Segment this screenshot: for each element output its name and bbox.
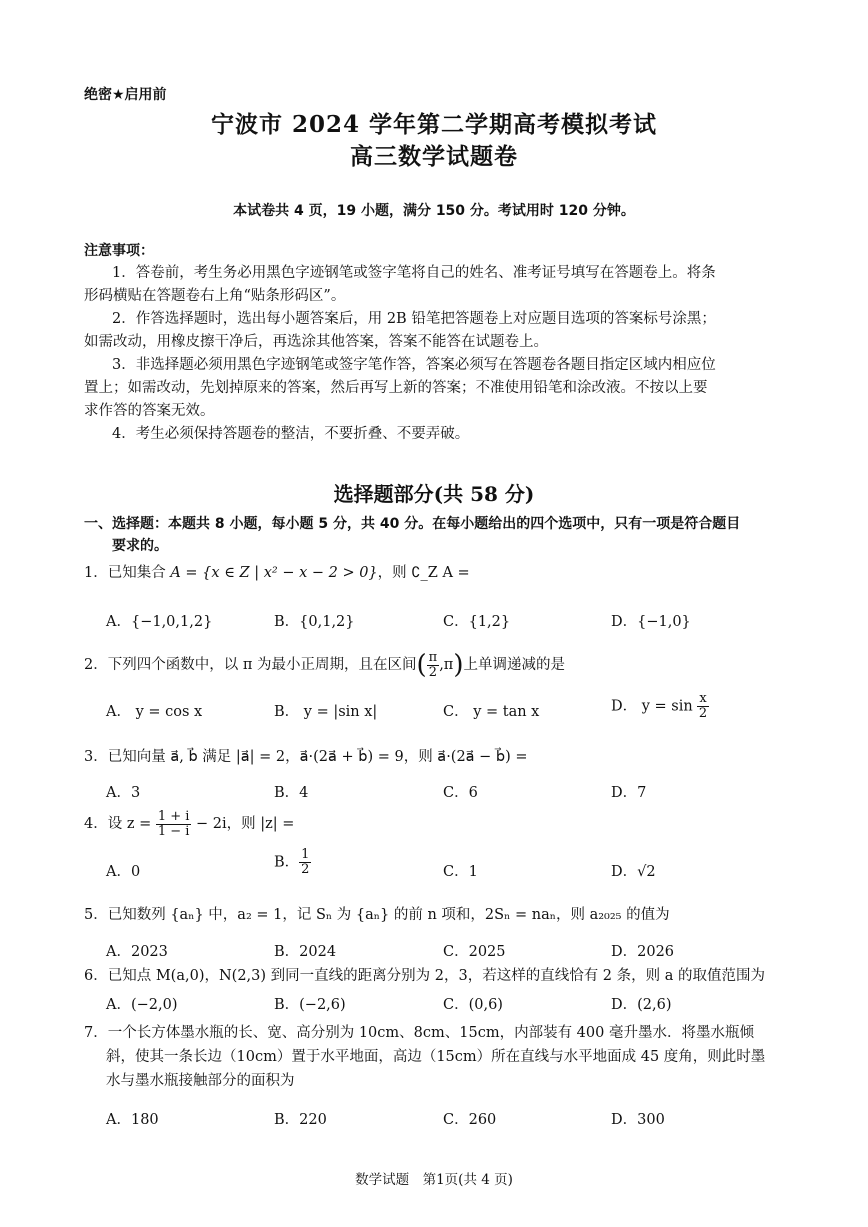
- notice-item-1-line1: 1．答卷前，考生务必用黑色字迹钢笔或签字笔将自己的姓名、准考证号填写在答题卷上。将条: [112, 265, 716, 281]
- notice-item-1-line2: 形码横贴在答题卷右上角“贴条形码区”。: [84, 288, 346, 304]
- q4-option-c[interactable]: C．1: [443, 864, 478, 880]
- q2-option-b[interactable]: B． y = |sin x|: [274, 704, 378, 720]
- q7-line3: 水与墨水瓶接触部分的面积为: [106, 1073, 295, 1089]
- part-instructions-line2: 要求的。: [112, 538, 168, 554]
- notice-item-2-line2: 如需改动，用橡皮擦干净后，再选涂其他答案，答案不能答在试题卷上。: [84, 334, 548, 350]
- notice-item-4: 4．考生必须保持答题卷的整洁，不要折叠、不要弄破。: [112, 426, 470, 442]
- notice-item-3-line1: 3．非选择题必须用黑色字迹钢笔或签字笔作答，答案必须写在答题卷各题目指定区域内相应位: [112, 357, 716, 373]
- q4-option-b-label: B．: [274, 854, 300, 871]
- q4-suffix: − 2i，则 |z| =: [196, 816, 295, 832]
- q1-option-d[interactable]: D．{−1,0}: [611, 614, 691, 630]
- q7-line2: 斜，使其一条长边（10cm）置于水平地面，高边（15cm）所在直线与水平地面成 45 度角，则此时墨: [106, 1049, 766, 1065]
- section-title: 选择题部分(共 58 分): [333, 482, 535, 506]
- q6-option-b[interactable]: B．(−2,6): [274, 997, 346, 1013]
- q1-suffix: ，则 ∁_Z A =: [377, 565, 470, 581]
- q2-option-c[interactable]: C． y = tan x: [443, 704, 540, 720]
- q4-option-b-fraction: [299, 848, 311, 877]
- q7-option-d[interactable]: D．300: [611, 1112, 665, 1128]
- question-7: [84, 1021, 784, 1093]
- q5-option-d[interactable]: D．2026: [611, 944, 675, 960]
- q1-prefix: 1．已知集合: [84, 565, 171, 581]
- q2-prefix: 2．下列四个函数中，以 π 为最小正周期，且在区间: [84, 657, 417, 673]
- q4-den: 1 − i: [157, 823, 190, 839]
- exam-title: 宁波市 2024 学年第二学期高考模拟考试: [210, 111, 658, 138]
- part-instructions-line1: 一、选择题：本题共 8 小题，每小题 5 分，共 40 分。在每小题给出的四个选项中，只有一项是符合题目: [84, 516, 741, 532]
- question-6: 6．已知点 M(a,0)，N(2,3) 到同一直线的距离分别为 2，3，若这样的直线恰有 2 条，则 a 的取值范围为: [84, 968, 766, 984]
- q2-d-den: 2: [698, 706, 708, 721]
- q3-option-c[interactable]: C．6: [443, 785, 478, 801]
- q2-suffix: 上单调递减的是: [463, 657, 565, 673]
- q4-b-num: 1: [301, 847, 310, 862]
- q3-option-b[interactable]: B．4: [274, 785, 309, 801]
- q6-option-a[interactable]: A．(−2,0): [106, 997, 178, 1013]
- exam-subtitle: 高三数学试题卷: [350, 143, 518, 170]
- q2-d-num: x: [699, 691, 707, 706]
- q6-option-d[interactable]: D．(2,6): [611, 997, 672, 1013]
- q4-option-d[interactable]: D．√2: [611, 864, 656, 880]
- q2-option-d-text: D． y = sin: [611, 698, 693, 715]
- question-1: [84, 562, 784, 584]
- notice-list: [84, 262, 780, 446]
- q5-option-a[interactable]: A．2023: [106, 944, 168, 960]
- notice-item-3-line3: 求作答的答案无效。: [84, 403, 215, 419]
- notice-heading: 注意事项：: [84, 243, 154, 259]
- q6-option-c[interactable]: C．(0,6): [443, 997, 503, 1013]
- notice-item-2-line1: 2．作答选择题时，选出每小题答案后，用 2B 铅笔把答题卷上对应题目选项的答案标号涂黑；: [112, 311, 716, 327]
- part-instructions: [84, 513, 784, 557]
- exam-info: 本试卷共 4 页，19 小题，满分 150 分。考试用时 120 分钟。: [233, 203, 635, 219]
- page-footer: 数学试题 第1页(共 4 页): [355, 1172, 513, 1188]
- q1-set: A = {x ∈ Z | x² − x − 2 > 0}: [170, 565, 378, 581]
- q4-option-b[interactable]: [274, 848, 311, 877]
- q2-interval-fraction: [427, 651, 440, 680]
- question-4: [84, 804, 784, 844]
- q2-option-d[interactable]: [611, 692, 709, 721]
- question-2: [84, 645, 784, 685]
- q2-option-d-fraction: [697, 692, 708, 721]
- q1-option-c[interactable]: C．{1,2}: [443, 614, 511, 630]
- q1-option-b[interactable]: B．{0,1,2}: [274, 614, 355, 630]
- q2-interval-num: π: [428, 649, 438, 665]
- q7-option-c[interactable]: C．260: [443, 1112, 497, 1128]
- q4-fraction: [156, 810, 192, 839]
- q5-option-b[interactable]: B．2024: [274, 944, 337, 960]
- q3-option-d[interactable]: D．7: [611, 785, 647, 801]
- q2-interval-den: 2: [428, 664, 438, 680]
- q2-paren-open: (: [416, 650, 427, 680]
- notice-item-3-line2: 置上；如需改动，先划掉原来的答案，然后再写上新的答案；不准使用铅笔和涂改液。不按以上要: [84, 380, 708, 396]
- question-3: 3．已知向量 a⃗, b⃗ 满足 |a⃗| = 2，a⃗·(2a⃗ + b⃗) = 9，则 a⃗·(2a⃗ − b⃗) =: [84, 749, 528, 765]
- q4-b-den: 2: [301, 862, 310, 877]
- question-5: 5．已知数列 {aₙ} 中，a₂ = 1，记 Sₙ 为 {aₙ} 的前 n 项和，2Sₙ = naₙ，则 a₂₀₂₅ 的值为: [84, 907, 670, 923]
- q4-prefix: 4．设 z =: [84, 816, 152, 832]
- q5-option-c[interactable]: C．2025: [443, 944, 506, 960]
- q4-num: 1 + i: [157, 808, 190, 824]
- q7-option-a[interactable]: A．180: [106, 1112, 159, 1128]
- q2-paren-close: ): [453, 650, 464, 680]
- q1-option-a[interactable]: A．{−1,0,1,2}: [106, 614, 213, 630]
- q7-line1: 7．一个长方体墨水瓶的长、宽、高分别为 10cm、8cm、15cm，内部装有 400 毫升墨水．将墨水瓶倾: [84, 1025, 754, 1041]
- q3-option-a[interactable]: A．3: [106, 785, 141, 801]
- q7-option-b[interactable]: B．220: [274, 1112, 327, 1128]
- secret-label: 绝密★启用前: [84, 87, 167, 103]
- q2-interval-tail: ,π: [439, 657, 454, 673]
- q4-option-a[interactable]: A．0: [106, 864, 141, 880]
- q2-option-a[interactable]: A． y = cos x: [106, 704, 203, 720]
